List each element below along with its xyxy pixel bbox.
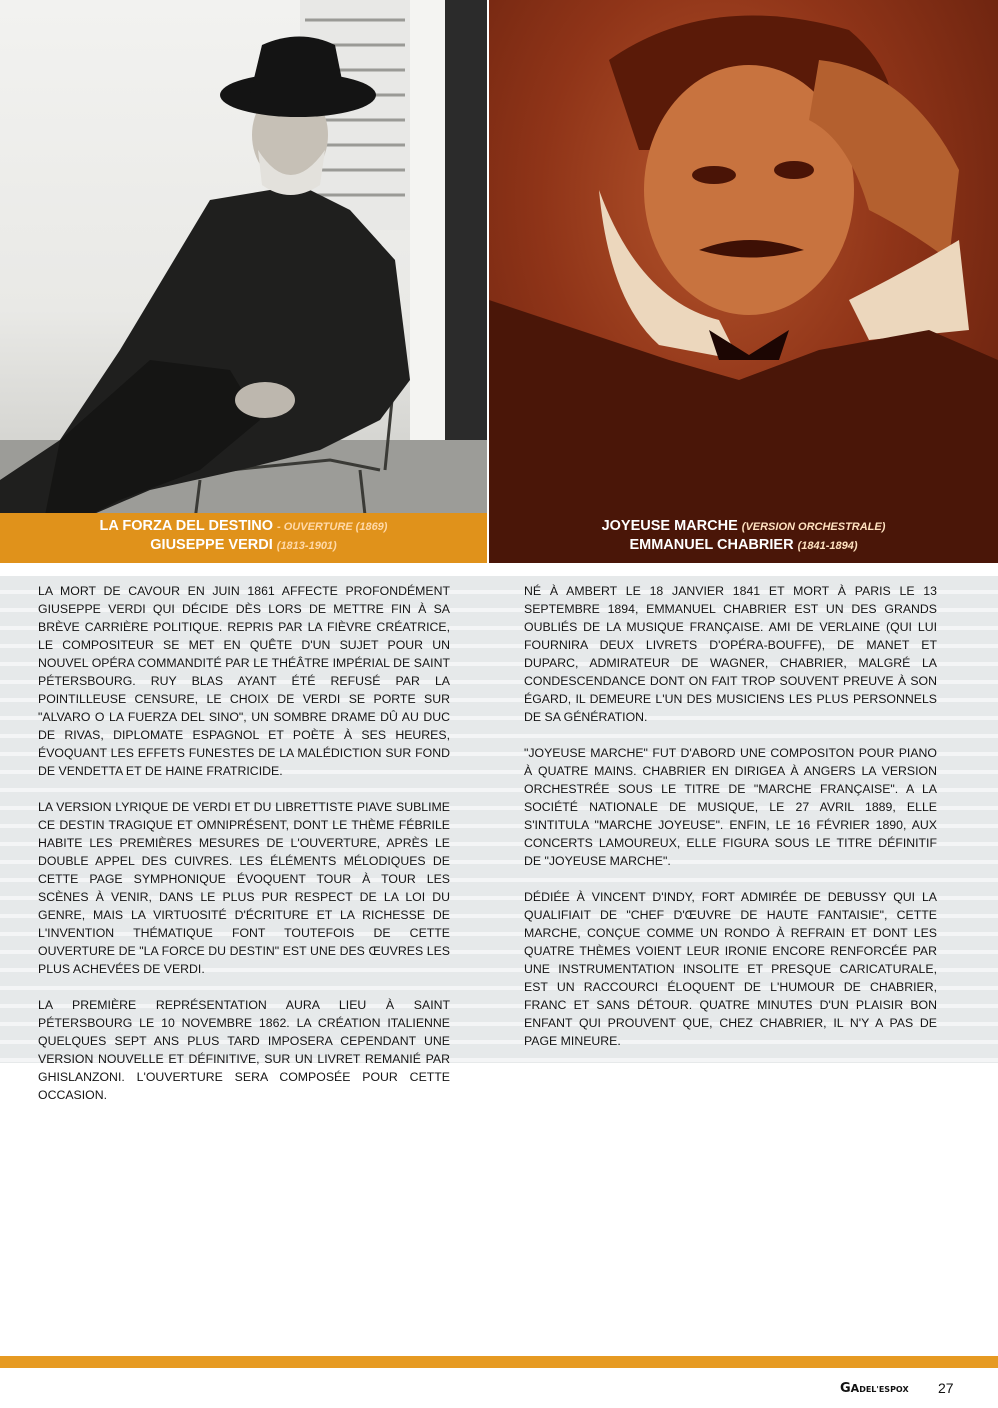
verdi-paragraph-3: LA PREMIÈRE REPRÉSENTATION AURA LIEU À SAINT PÉTERSBOURG LE 10 NOVEMBRE 1862. LA CRÉATION ITALIENNE QUELQUES SEPT ANS PLUS TARD IMPOSERA CEPENDANT UNE VERSION NOUVELLE ET DÉFINITIVE, SUR UN LIVRET REMANIÉ PAR GHISLANZONI. L'OUVERTURE SERA COMPOSÉE POUR CETTE OCCASION. (38, 998, 450, 1102)
publication-logo (840, 1381, 909, 1395)
chabrier-paragraph-3: DÉDIÉE À VINCENT D'INDY, FORT ADMIRÉE DE DEBUSSY QUI LA QUALIFIAIT DE "CHEF D'ŒUVRE DE HAUTE FANTAISIE", CETTE MARCHE, CONÇUE COMME UN RONDO À REFRAIN ET DONT LES QUATRE THÈMES VOIENT LEUR IRONIE ENCORE RENFORCÉE PAR UNE INSTRUMENTATION INSOLITE ET PRESQUE CARICATURALE, EST UN RACCOURCI ÉLOQUENT DE L'HUMOUR DE CHABRIER, FRANC ET SANS DÉTOUR. QUATRE MINUTES D'UN PLAISIR BON ENFANT QUI PROUVENT QUE, CHEZ CHABRIER, IL N'Y A PAS DE PAGE MINEURE. (524, 890, 937, 1048)
verdi-piece-title: LA FORZA DEL DESTINO (99, 518, 273, 534)
verdi-portrait-image (0, 0, 487, 563)
chabrier-composer-name: EMMANUEL CHABRIER (629, 537, 794, 553)
chabrier-paragraph-1: NÉ À AMBERT LE 18 JANVIER 1841 ET MORT À PARIS LE 13 SEPTEMBRE 1894, EMMANUEL CHABRIER EST UN DES GRANDS OUBLIÉS DE LA MUSIQUE FRANÇAISE. AMI DE VERLAINE (QUI LUI FOURNIRA DEUX LIVRETS D'OPÉRA-BOUFFE), DE MANET ET DUPARC, ADMIRATEUR DE WAGNER, CHABRIER, MALGRÉ LA CONDESCENDANCE DONT ON FAIT TROP SOUVENT PREUVE À SON ÉGARD, IL DEMEURE L'UN DES MUSICIENS LES PLUS PERSONNELS DE SA GÉNÉRATION. (524, 584, 937, 724)
chabrier-piece-title: JOYEUSE MARCHE (601, 518, 738, 534)
verdi-composer-name: GIUSEPPE VERDI (150, 537, 273, 553)
chabrier-composer-dates: (1841-1894) (797, 540, 858, 552)
verdi-caption (0, 517, 487, 555)
chabrier-paragraph-2: "JOYEUSE MARCHE" FUT D'ABORD UNE COMPOSITON POUR PIANO À QUATRE MAINS. CHABRIER EN DIRIGEA À ANGERS LA VERSION ORCHESTRÉE SOUS LE TITRE DE "MARCHE FRANÇAISE". A LA SOCIÉTÉ NATIONALE DE MUSIQUE, LE 27 AVRIL 1889, ELLE S'INTITULA "MARCHE JOYEUSE". ENFIN, LE 16 FÉVRIER 1890, AUX CONCERTS LAMOUREUX, ELLE FIGURA SOUS LE TITRE DÉFINITIF DE "JOYEUSE MARCHE". (524, 746, 937, 868)
logo-letter-g: G (840, 1381, 851, 1396)
chabrier-piece-subtitle: (VERSION ORCHESTRALE) (741, 521, 886, 533)
chabrier-portrait (489, 0, 998, 563)
chabrier-portrait-image (489, 0, 998, 563)
verdi-paragraph-1: LA MORT DE CAVOUR EN JUIN 1861 AFFECTE PROFONDÉMENT GIUSEPPE VERDI QUI DÉCIDE DÈS LORS DE METTRE FIN À SA BRÈVE CARRIÈRE POLITIQUE. REPRIS PAR LA FIÈVRE CRÉATRICE, LE COMPOSITEUR SE MET EN QUÊTE D'UN SUJET POUR UN NOUVEL OPÉRA COMMANDITÉ PAR LE THÉÂTRE IMPÉRIAL DE SAINT PÉTERSBOURG. RUY BLAS AYANT ÉTÉ REFUSÉ PAR LA POINTILLEUSE CENSURE, LE CHOIX DE VERDI SE PORTE SUR "ALVARO O LA FUERZA DEL SINO", UN SOMBRE DRAME DÛ AU DUC DE RIVAS, DIPLOMATE ESPAGNOL ET POÈTE À SES HEURES, ÉVOQUANT LES EFFETS FUNESTES DE LA MALÉDICTION SUR FOND DE VENDETTA ET DE HAINE FRATRICIDE. (38, 584, 450, 778)
logo-letter-a: A (850, 1382, 860, 1395)
logo-text: L'ESPOX (871, 1385, 909, 1394)
logo-de: DE (859, 1385, 872, 1394)
verdi-photo (0, 0, 487, 563)
page-number: 27 (938, 1380, 954, 1396)
chabrier-article-column (524, 582, 937, 1068)
verdi-composer-dates: (1813-1901) (276, 540, 337, 552)
verdi-article-column (38, 582, 450, 1122)
footer-bar (0, 1356, 998, 1368)
verdi-piece-subtitle: - OUVERTURE (1869) (277, 521, 388, 533)
chabrier-caption (489, 517, 998, 555)
verdi-paragraph-2: LA VERSION LYRIQUE DE VERDI ET DU LIBRETTISTE PIAVE SUBLIME CE DESTIN TRAGIQUE ET OMNIPRÉSENT, DONT LE THÈME FÉBRILE HABITE LES PREMIÈRES MESURES DE L'OUVERTURE, APRÈS LE DOUBLE APPEL DES CUIVRES. LES ÉLÉMENTS MÉLODIQUES DE CETTE PAGE SYMPHONIQUE ÉVOQUENT TOUR À TOUR LES SCÈNES À VENIR, DANS LE PLUS PUR RESPECT DE LA LOI DU GENRE, MAIS LA VIRTUOSITÉ D'ÉCRITURE ET LA RICHESSE DE L'INVENTION THÉMATIQUE FONT TOUTEFOIS DE CETTE OUVERTURE DE "LA FORCE DU DESTIN" EST UNE DES ŒUVRES LES PLUS ACHEVÉES DE VERDI. (38, 800, 450, 976)
